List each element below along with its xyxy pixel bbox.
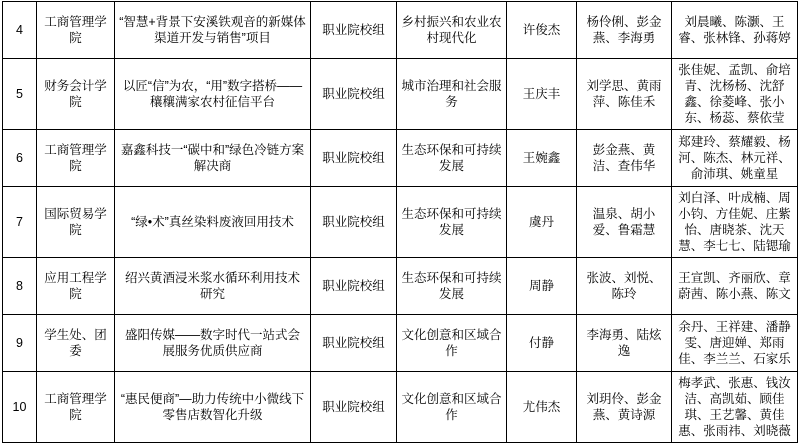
row-members-1: 刘玥伶、彭金燕、黄诗源 [577, 372, 672, 443]
row-members-1: 李海勇、陆炫逸 [577, 315, 672, 372]
row-leader: 王婉鑫 [507, 130, 577, 187]
row-unit: 工商管理学院 [37, 2, 115, 59]
row-group: 职业院校组 [311, 187, 397, 258]
row-unit: 应用工程学院 [37, 258, 115, 315]
row-leader: 许俊杰 [507, 2, 577, 59]
row-unit: 财务会计学院 [37, 59, 115, 130]
row-number: 9 [3, 315, 37, 372]
row-members-1: 温泉、胡小爱、鲁霜慧 [577, 187, 672, 258]
row-project-name: 盛阳传媒——数字时代一站式会展服务优质供应商 [115, 315, 311, 372]
project-list-table [2, 1, 798, 443]
row-track: 生态环保和可持续发展 [397, 187, 507, 258]
row-number: 7 [3, 187, 37, 258]
row-members-2: 刘白泽、叶成楠、周小钧、方佳妮、庄紫怡、唐晓茶、沈天慧、李七七、陆锶瑜 [672, 187, 798, 258]
row-unit: 学生处、团委 [37, 315, 115, 372]
row-members-2: 王宣凯、齐丽欣、章蔚茜、陈小燕、陈文 [672, 258, 798, 315]
row-project-name: 嘉鑫科技一“碳中和”绿色冷链方案解决商 [115, 130, 311, 187]
table-row [3, 372, 798, 443]
row-group: 职业院校组 [311, 372, 397, 443]
table-row [3, 130, 798, 187]
row-track: 生态环保和可持续发展 [397, 130, 507, 187]
row-group: 职业院校组 [311, 2, 397, 59]
table-row [3, 59, 798, 130]
row-unit: 工商管理学院 [37, 130, 115, 187]
row-group: 职业院校组 [311, 130, 397, 187]
row-number: 10 [3, 372, 37, 443]
row-group: 职业院校组 [311, 315, 397, 372]
row-track: 文化创意和区域合作 [397, 315, 507, 372]
row-number: 4 [3, 2, 37, 59]
row-unit: 国际贸易学院 [37, 187, 115, 258]
row-leader: 虞丹 [507, 187, 577, 258]
table-row [3, 2, 798, 59]
table-row [3, 187, 798, 258]
row-project-name: 以匠“信”为农，“用”数字搭桥——穰穰满家农村征信平台 [115, 59, 311, 130]
table-row [3, 258, 798, 315]
row-project-name: “惠民便商”—助力传统中小微线下零售店数智化升级 [115, 372, 311, 443]
row-members-1: 刘学思、黄雨萍、陈佳禾 [577, 59, 672, 130]
project-list-table-sheet [0, 1, 799, 440]
row-leader: 周静 [507, 258, 577, 315]
row-members-2: 郑建玲、蔡耀毅、杨河、陈杰、林元祥、俞沛琪、姚童星 [672, 130, 798, 187]
row-track: 生态环保和可持续发展 [397, 258, 507, 315]
row-project-name: “绿•术”真丝染料废液回用技术 [115, 187, 311, 258]
row-members-1: 彭金燕、黄洁、查伟华 [577, 130, 672, 187]
row-members-2: 梅孝武、张惠、钱汝洁、高凯茹、顾佳琪、王艺馨、黄佳惠、张雨祎、刘晓薇 [672, 372, 798, 443]
row-project-name: “智慧+背景下安溪铁观音的新媒体渠道开发与销售”项目 [115, 2, 311, 59]
row-members-2: 刘晨曦、陈灏、王睿、张林锋、孙蒋婷 [672, 2, 798, 59]
row-track: 乡村振兴和农业农村现代化 [397, 2, 507, 59]
row-project-name: 绍兴黄酒浸米浆水循环利用技术研究 [115, 258, 311, 315]
row-members-1: 杨伶俐、彭金燕、李海勇 [577, 2, 672, 59]
row-leader: 付静 [507, 315, 577, 372]
row-track: 城市治理和社会服务 [397, 59, 507, 130]
row-leader: 尤伟杰 [507, 372, 577, 443]
row-members-2: 张佳妮、孟凯、俞培青、沈杨杨、沈舒鑫、徐菱峰、张小东、杨蕊、蔡依莹 [672, 59, 798, 130]
row-members-1: 张波、刘悦、陈玲 [577, 258, 672, 315]
row-group: 职业院校组 [311, 59, 397, 130]
row-leader: 王庆丰 [507, 59, 577, 130]
row-number: 6 [3, 130, 37, 187]
row-members-2: 余丹、王祥建、潘静雯、唐迎婵、郑雨佳、李兰兰、石家乐 [672, 315, 798, 372]
row-group: 职业院校组 [311, 258, 397, 315]
table-row [3, 315, 798, 372]
row-number: 5 [3, 59, 37, 130]
row-number: 8 [3, 258, 37, 315]
row-track: 文化创意和区域合作 [397, 372, 507, 443]
row-unit: 工商管理学院 [37, 372, 115, 443]
